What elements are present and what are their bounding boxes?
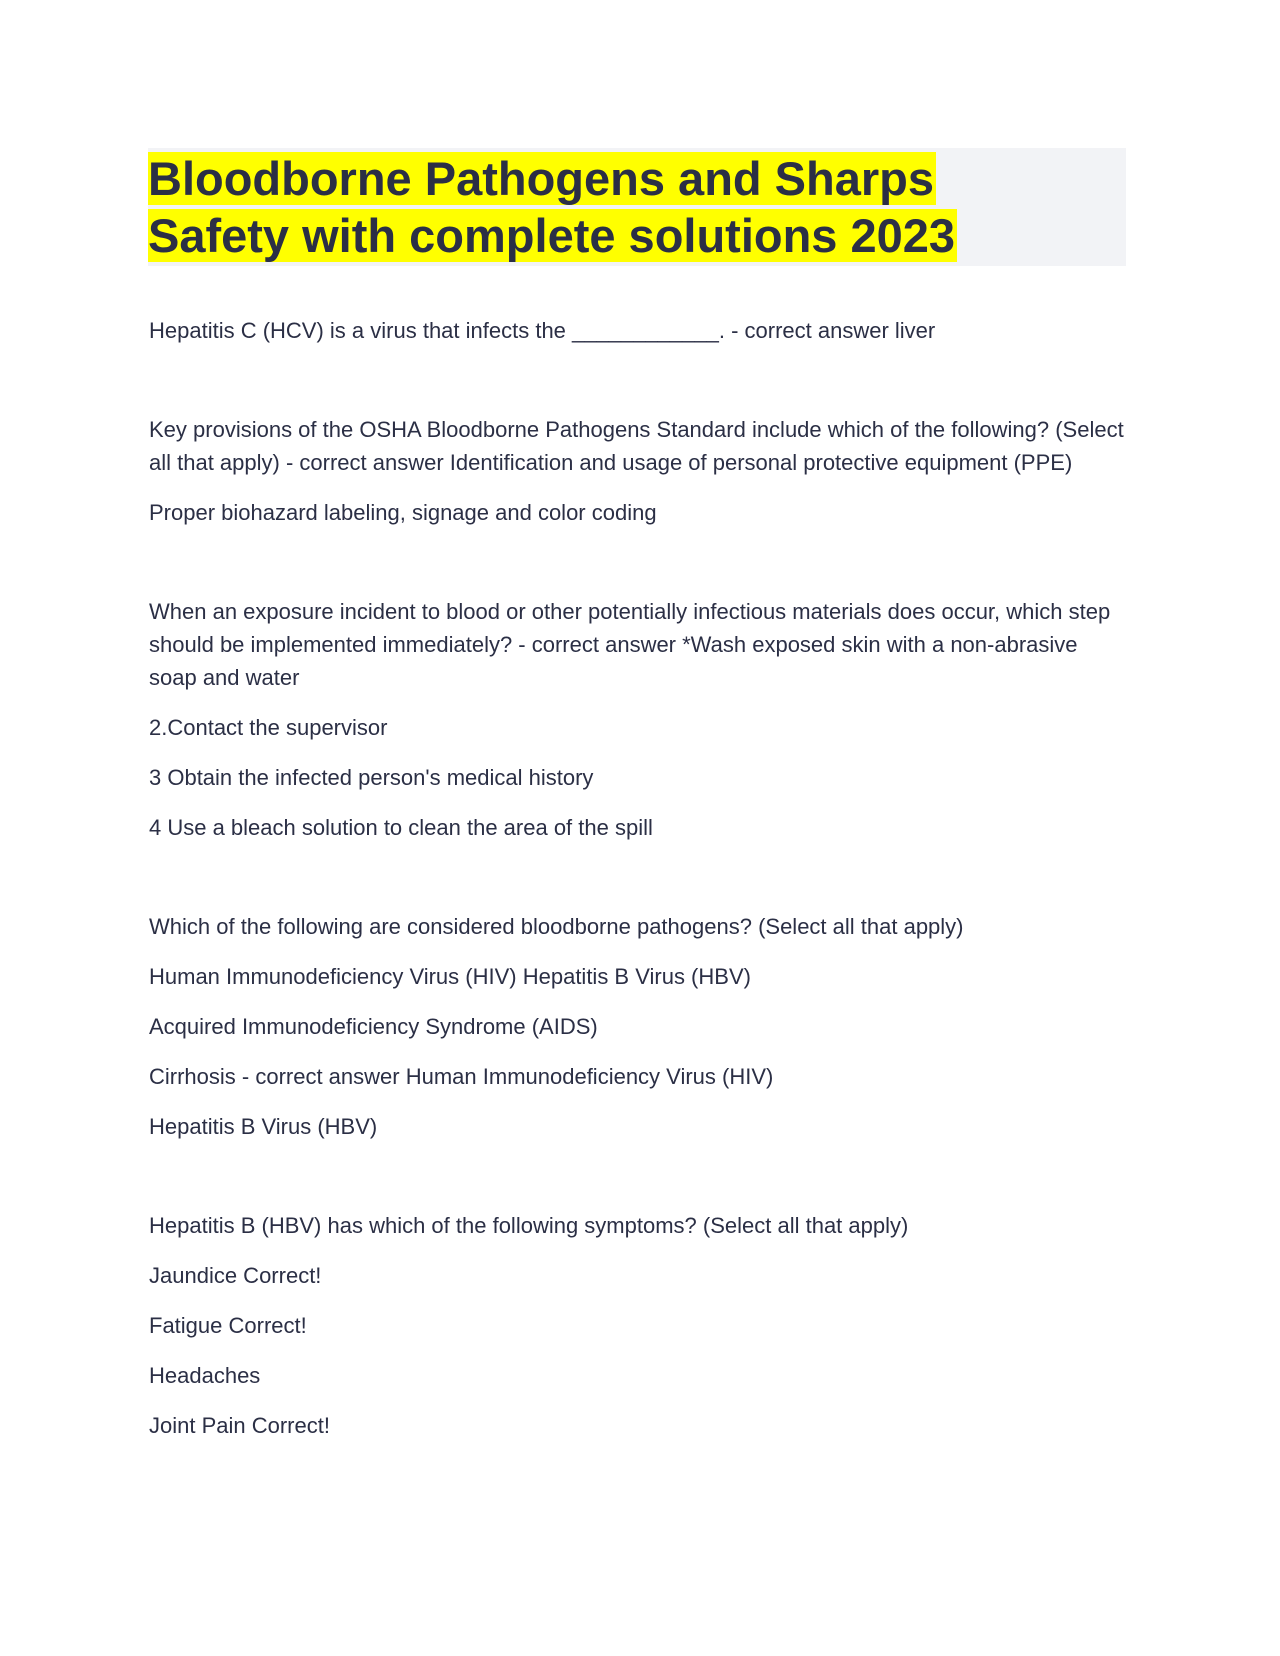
page-title xyxy=(148,150,957,264)
question-text: Hepatitis C (HCV) is a virus that infects the ____________. - correct answer liver xyxy=(149,318,936,343)
question-text: When an exposure incident to blood or other potentially infectious materials does occur, which step should be implemented immediately? - correct answer *Wash exposed skin with a non-abrasive soap and water xyxy=(149,599,1111,690)
answer-item: Cirrhosis - correct answer Human Immunodeficiency Virus (HIV) xyxy=(149,1064,774,1089)
answer-item: Hepatitis B Virus (HBV) xyxy=(149,1114,378,1139)
answer-item: Proper biohazard labeling, signage and color coding xyxy=(149,500,657,525)
section-spacer xyxy=(149,546,1129,595)
section-spacer xyxy=(149,861,1129,910)
title-line-1: Bloodborne Pathogens and Sharps xyxy=(148,152,935,205)
title-line-2: Safety with complete solutions 2023 xyxy=(148,209,956,262)
section-spacer xyxy=(149,364,1129,413)
answer-item: 3 Obtain the infected person's medical history xyxy=(149,765,594,790)
answer-item: Fatigue Correct! xyxy=(149,1313,307,1338)
question-block xyxy=(149,413,1129,529)
answer-item: Headaches xyxy=(149,1363,261,1388)
answer-item: 2.Contact the supervisor xyxy=(149,715,388,740)
answer-item: Jaundice Correct! xyxy=(149,1263,322,1288)
answer-item: Human Immunodeficiency Virus (HIV) Hepatitis B Virus (HBV) xyxy=(149,964,751,989)
question-block xyxy=(149,595,1129,844)
question-block xyxy=(149,314,1129,347)
answer-item: Acquired Immunodeficiency Syndrome (AIDS) xyxy=(149,1014,598,1039)
question-text: Key provisions of the OSHA Bloodborne Pathogens Standard include which of the following? (Select all that apply) - correct answer Identification and usage of personal protective equipment (PPE) xyxy=(149,417,1124,475)
answer-item: Joint Pain Correct! xyxy=(149,1413,330,1438)
question-text: Hepatitis B (HBV) has which of the following symptoms? (Select all that apply) xyxy=(149,1213,909,1238)
document-body xyxy=(149,314,1129,1459)
question-block xyxy=(149,910,1129,1143)
question-block xyxy=(149,1209,1129,1442)
answer-item: 4 Use a bleach solution to clean the area of the spill xyxy=(149,815,653,840)
section-spacer xyxy=(149,1160,1129,1209)
question-text: Which of the following are considered bloodborne pathogens? (Select all that apply) xyxy=(149,914,964,939)
